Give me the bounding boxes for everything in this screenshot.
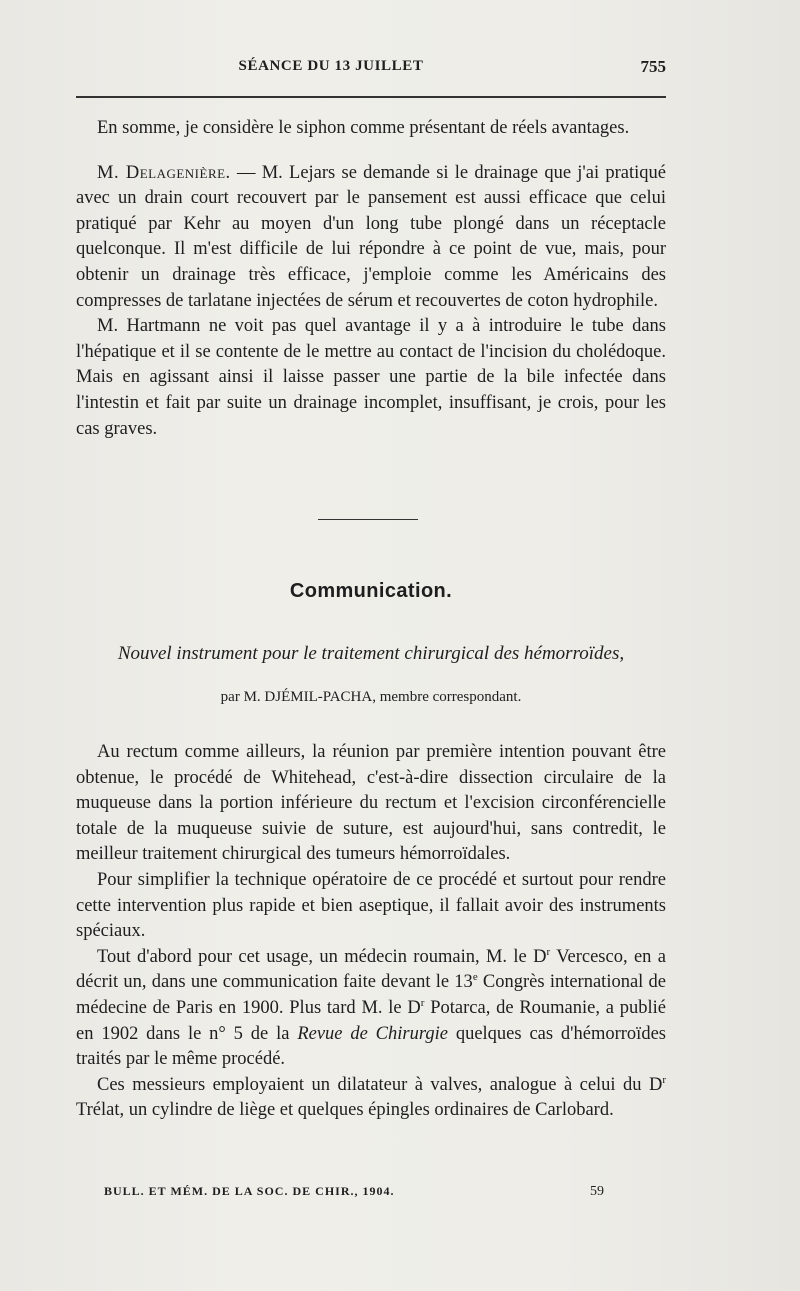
footer-journal: BULL. ET MÉM. DE LA SOC. DE CHIR., 1904. [104,1184,395,1198]
section-title: Communication. [289,580,453,602]
article-text [76,740,666,1124]
article-paragraph-4 [76,1073,666,1124]
p3-superscript-1: r [546,945,551,958]
p3-part-a: Tout d'abord pour cet usage, un médecin roumain, M. le D [97,946,547,967]
p3-superscript-3: r [420,996,425,1009]
p4-superscript: r [662,1073,666,1086]
p3-superscript-2: e [472,971,478,984]
journal-title-italic: Revue de Chirurgie [297,1023,448,1044]
article-title: Nouvel instrument pour le traitement chirurgical des hémorroïdes, [117,643,625,664]
article-paragraph-2: Pour simplifier la technique opératoire de ce procédé et surtout pour rendre cette intervention plus rapide et bien aseptique, il fallait avoir des instruments spéciaux. [76,869,666,942]
speaker-name: M. Delagenière. [97,162,231,183]
discussion-text [76,116,666,442]
p3-part-c: Congrès international de médecine de Paris en 1900. Plus tard M. le D [76,972,667,1018]
footer-signature: 59 [590,1184,604,1199]
page-footer [104,1184,604,1204]
article-byline: par M. DJÉMIL-PACHA, membre correspondant. [220,689,522,705]
section-divider [318,519,418,520]
article-paragraph-1: Au rectum comme ailleurs, la réunion par première intention pouvant être obtenue, le procédé de Whitehead, c'est-à-dire dissection circulaire de la muqueuse dans la portion inférieure du rectum et l'excision circonférencielle totale de la muqueuse suivie de suture, est aujourd'hui, sans contredit, le meilleur traitement chirurgical des tumeurs hémorroïdales. [76,742,666,865]
p3-part-d: Potarca, de Roumanie, a publié en 1902 dans le n° 5 de la [76,997,666,1044]
discussion-paragraph-2-text: — M. Lejars se demande si le drainage que j'ai pratiqué avec un drain court recouvert par le pansement est aussi efficace que celui pratiqué par Kehr au moyen d'un long tube plongé dans un réceptacle quelconque. Il m'est difficile de lui répondre à ce point de vue, mais, pour obtenir un drainage très efficace, j'emploie comme les Américains des compresses de tarlatane injectées de sérum et recouvertes de coton hydrophile. [76,162,666,311]
discussion-paragraph-3: M. Hartmann ne voit pas quel avantage il y a à introduire le tube dans l'hépatique et il se contente de le mettre au contact de l'incision du cholédoque. Mais en agissant ainsi il laisse passer une partie de la bile infectée dans l'intestin et fait par suite un drainage incomplet, insuffisant, je crois, pour les cas graves. [76,316,666,439]
discussion-paragraph-2 [76,161,666,315]
p4-part-b: Trélat, un cylindre de liège et quelques épingles ordinaires de Carlobard. [76,1100,614,1121]
article-paragraph-3 [76,945,666,1073]
page-number: 755 [640,57,666,76]
running-title: SÉANCE DU 13 JUILLET [238,58,424,74]
p4-part-a: Ces messieurs employaient un dilatateur à valves, analogue à celui du D [97,1074,663,1095]
p3-part-b: Vercesco, en a décrit un, dans une communication faite devant le 13 [76,946,666,993]
header-rule [76,96,666,98]
p3-part-e: quelques cas d'hémorroïdes traités par le même procédé. [76,1023,666,1070]
running-header [76,58,666,80]
discussion-paragraph-1: En somme, je considère le siphon comme présentant de réels avantages. [97,118,630,138]
